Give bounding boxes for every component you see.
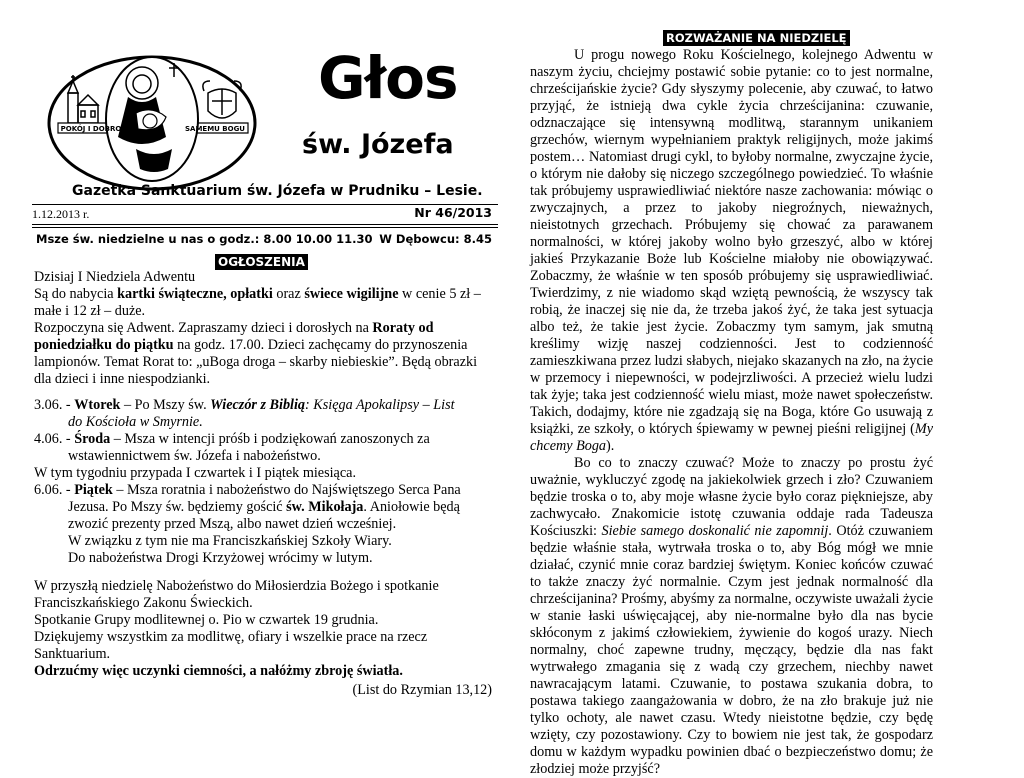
reflection-heading: ROZWAŻANIE NA NIEDZIELĘ [663,30,850,46]
schedule-day: Piątek [74,482,113,498]
schedule-entry: W związku z tym nie ma Franciszkańskiej Szkoły Wiary. [68,533,392,549]
schedule-entry [34,414,492,431]
announcement-text: Dziękujemy wszystkim za modlitwę, ofiary i wszelkie prace na rzecz Sanktuarium. [34,629,428,662]
logo-right-banner: SAMEMU BOGU [184,125,246,133]
schedule-text: – Po Mszy św. [120,397,211,413]
sanctuary-logo [46,53,258,193]
mass-times: Msze św. niedzielne u nas o godz.: 8.00 10.00 11.30 [36,232,373,246]
left-column [32,0,498,724]
reflection-paragraph [530,455,933,778]
bible-quote [34,663,492,680]
divider [32,224,498,225]
schedule-event: św. Mikołaja [286,499,364,515]
schedule-day: Środa [74,431,111,447]
announcement-text: Spotkanie Grupy modlitewnej o. Pio w czwartek 19 grudnia. [34,612,379,628]
schedule-date: 6.06. - [34,482,75,498]
announcement-text: na godz. 17.00. Dzieci zachęcamy do przynoszenia lampionów. Temat Rorat to: „uBoga droga – skarby niebieskie”. Będą obrazki dla dzieci i inne niespodzianki. [34,337,478,387]
announcement-text: w cenie 5 zł – małe i 12 zł – duże. [34,286,481,319]
announcement-paragraph [34,286,492,320]
masthead-title: Głos [318,44,458,112]
song-title: My chcemy Boga [530,421,933,454]
reflection-text-run: . Otóż czuwaniem będzie właśnie stała, wytrwała troska o to, aby Bóg mógł we mnie działać, czynić mnie coraz bardziej świętym. Koniec końców czuwać to także znaczy żyć normalnie. Czym jest jednak normalność dla chrześcijanina? Prośmy, abyśmy za normalne, oczywiste uważali życie w stanie łaski uświęcającej, aby nie-normalne było dla nas bycie skłóconym z jakimś człowiekiem, żywienie do kogoś urazy. Niech normalny, choć zapewne trudny, męczący, będzie dla nas fakt wytrwałego zmagania się z wadą czy grzechem, niechby nawet nawracającym latami. Czuwanie, to postawa szukania dobra, to postawa takiego zaangażowania w dobro, że na zło brakuje już nie tylko ochoty, ale nawet czasu. Wtedy nieistotne będzie, czy będę wzięty, czy pozostawiony. Czy to bowiem nie jest tak, że gospodarz domu w każdym wypadku powinien dbać o bezpieczeństwo domu; że złodziej może przyjść? [530,523,933,777]
church-icon [68,75,98,123]
saint-joseph-icon [106,57,198,181]
coat-of-arms-icon [203,81,241,118]
schedule-entry: W tym tygodniu przypada I czwartek i I piątek miesiąca. [34,465,356,481]
announcement-text: Są do nabycia [34,286,118,302]
announcements-section [34,269,492,388]
schedule-text: – Msza roratnia i nabożeństwo do Najświętszego Serca Pana [112,482,461,498]
announcement-bold: kartki świąteczne, opłatki [117,286,273,302]
logo-left-banner: POKÓJ I DOBRO [60,125,122,133]
schedule-event: Wieczór z Biblią [210,397,306,413]
closing-announcements [34,578,492,680]
announcement-text: Dzisiaj I Niedziela Adwentu [34,269,196,285]
announcement-bold: Roraty od poniedziałku do piątku [34,320,434,353]
weekly-schedule [34,397,492,567]
schedule-day: Wtorek [74,397,121,413]
quote-text: Odrzućmy więc uczynki ciemności, a nałóżmy zbroję światła. [34,663,403,679]
gazette-description: Gazetka Sanktuarium św. Józefa w Prudniku – Lesie. [72,183,483,199]
schedule-entry: Do nabożeństwa Drogi Krzyżowej wrócimy w lutym. [68,550,373,566]
reflection-paragraph [530,47,933,455]
reflection-text-run: U progu nowego Roku Kościelnego, kolejnego Adwentu w naszym życiu, chciejmy postawić sobie pytanie: co to jest normalne, chrześcijańskie życie? Gdy słyszymy polecenie, aby czuwać, to łatwo przyjąć, że istnieją dwa cykle życia chrześcijanina: czuwanie, odznaczające się intensywną modlitwą, starannym unikaniem grzechów, wiernym wypełnianiem praktyk religijnych, może jakimś postem… Natomiast drugi cykl, to byłoby normalne, zwyczajne życie, o którym nie dałoby się niczego szczególnego powiedzieć. To właśnie tak próbujemy usprawiedliwiać niektóre nasze zachowania: mówiąc o zwyczajnych, a przez to jakoby niegroźnych, nieważnych, nieistotnych grzechach. Próbujemy się chować za parawanem normalności, w której jakoby wolno było grzeszyć, albo w której jakieś Przykazanie Boże lub Kościelne miałoby nie obowiązywać. Zobaczmy, że właśnie w ten sposób próbujemy się usprawiedliwiać. Twierdzimy, z nie wiadomo skąd wziętą pewnością, że wszyscy tak robią, że inaczej się nie da, że trzeba jakoś żyć, że taka jest sytuacja albo też, że takie jest życie. Zobaczmy tym samym, jak smutną kreślimy wizję naszej codzienności. Jest to codzienność zamieszkiwana przez ludzi słabych, niejako skazanych na zło, na życie w przemocy i niepewności, w podejrzliwości. A przecież wielu ludzi tak żyje; taka jest codzienność wielu miast, może nawet społeczeństw. Takich, dodajmy, które nie zgadzają się na Boga, które Go usuwają z książki, ze szkoły, o których śpiewamy w pewnej pieśni religijnej ( [530,47,933,437]
announcement-text: Rozpoczyna się Adwent. Zapraszamy dzieci i dorosłych na [34,320,373,336]
schedule-text: Jezusa. Po Mszy św. będziemy gościć [68,499,287,515]
announcement-text: oraz [272,286,305,302]
schedule-text: – Msza w intencji próśb i podziękowań zanoszonych za [110,431,430,447]
schedule-text: : Księga Apokalipsy – List [305,397,455,413]
issue-number: Nr 46/2013 [414,205,492,220]
kosciuszko-quote: Siebie samego doskonalić nie zapomnij [601,523,829,539]
schedule-entry: zwozić prezenty przed Mszą, albo nawet dzień wcześniej. [68,516,397,532]
schedule-date: 4.06. - [34,431,75,447]
right-column [530,0,936,777]
reflection-text-run: ). [606,438,615,454]
schedule-text: do Kościoła w Smyrnie. [68,414,203,430]
mass-times-debowiec: W Dębowcu: 8.45 [379,232,492,246]
schedule-entry [34,397,492,414]
reflection-text [530,47,933,778]
reflection-text-run: Bo co to znaczy czuwać? Może to znaczy po prostu żyć uważnie, wykluczyć zgodę na jakiekolwiek grzech i zło? Czuwaniem będzie troska o to, aby moje własne życie było coraz piękniejsze, aby zachwycało. Znakomicie istotę czuwania oddaje rada Tadeusza Kościuszki: [530,455,933,539]
issue-date: 1.12.2013 r. [32,207,90,221]
schedule-entry [34,482,492,499]
masthead-subtitle: św. Józefa [302,129,454,160]
schedule-entry: wstawiennictwem św. Józefa i nabożeństwo. [68,448,321,464]
st-joseph-emblem [46,53,258,193]
schedule-entry [34,499,492,516]
announcements-heading: OGŁOSZENIA [215,254,308,270]
schedule-entry [34,431,492,448]
schedule-text: . Aniołowie będą [363,499,460,515]
announcement-bold: świece wigilijne [304,286,399,302]
announcement-text: W przyszłą niedzielę Nabożeństwo do Miłosierdzia Bożego i spotkanie Franciszkańskiego Zakonu Świeckich. [34,578,439,611]
quote-citation: (List do Rzymian 13,12) [352,682,492,698]
schedule-date: 3.06. - [34,397,75,413]
divider [32,227,498,228]
announcement-paragraph [34,320,492,388]
